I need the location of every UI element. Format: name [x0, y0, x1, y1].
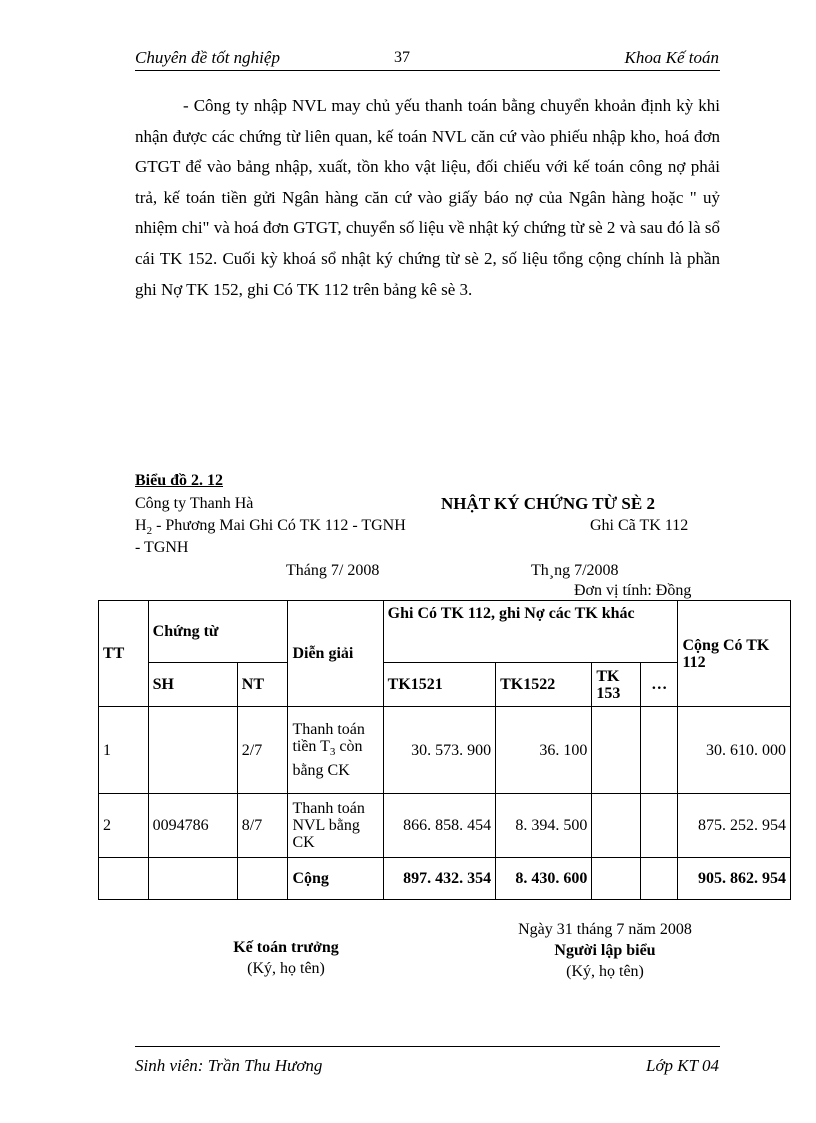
- total-tk1522: 8. 430. 600: [496, 858, 592, 900]
- row2-cong: 875. 252. 954: [678, 794, 791, 858]
- page-number: 37: [394, 49, 410, 66]
- total-tk153: [592, 858, 641, 900]
- tgnh-line: - TGNH: [135, 539, 189, 556]
- table-row: [99, 707, 791, 794]
- address-prefix: H: [135, 517, 147, 534]
- chief-accountant-note: (Ký, họ tên): [247, 960, 325, 977]
- total-sh: [148, 858, 237, 900]
- row1-dien-giai-a: Thanh toán tiền T: [292, 721, 365, 756]
- header-ghi-co: Ghi Có TK 112, ghi Nợ các TK khác: [383, 601, 678, 663]
- header-chung-tu: Chứng từ: [148, 601, 288, 663]
- row2-dien-giai: Thanh toán NVL bằng CK: [288, 794, 383, 858]
- preparer-note: (Ký, họ tên): [566, 963, 644, 980]
- header-sh: SH: [148, 663, 237, 707]
- footer-rule: [135, 1046, 720, 1047]
- header-rule: [135, 70, 720, 71]
- row2-tt: 2: [99, 794, 149, 858]
- unit-label: Đơn vị tính: Đồng: [574, 582, 692, 599]
- row1-dien-giai-b: còn bằng CK: [292, 738, 363, 779]
- row2-nt: 8/7: [237, 794, 288, 858]
- header-dien-giai: Diễn giải: [288, 601, 383, 707]
- month-right: Th¸ng 7/2008: [531, 562, 619, 579]
- header-right: Khoa Kế toán: [624, 48, 719, 67]
- address-line: [135, 517, 406, 540]
- row1-tk1521: 30. 573. 900: [383, 707, 495, 794]
- row2-sh: 0094786: [148, 794, 237, 858]
- journal-table: [98, 600, 791, 900]
- table-row: [99, 794, 791, 858]
- footer-left: Sinh viên: Trần Thu Hương: [135, 1056, 323, 1075]
- total-more: [640, 858, 678, 900]
- row1-tk153: [592, 707, 641, 794]
- table-header-row: [99, 601, 791, 663]
- row2-tk153: [592, 794, 641, 858]
- company-name: Công ty Thanh Hà: [135, 495, 254, 512]
- body-paragraph-text: - Công ty nhập NVL may chủ yếu thanh toán bằng chuyển khoản định kỳ khi nhận được các chứng từ liên quan, kế toán NVL căn cứ vào phiếu nhập kho, hoá đơn GTGT để vào bảng nhập, xuất, tồn kho vật liệu, đối chiếu với kế toán công nợ phải trả, kế toán tiền gửi Ngân hàng căn cứ vào giấy báo nợ của Ngân hàng hoặc " uỷ nhiệm chi" và hoá đơn GTGT, chuyển số liệu về nhật ký chứng từ sè 2 và sau đó là sổ cái TK 152. Cuối kỳ khoá sổ nhật ký chứng từ sè 2, số liệu tổng cộng chính là phần ghi Nợ TK 152, ghi Có TK 112 trên bảng kê sè 3.: [135, 96, 720, 299]
- form-label: Biểu đồ 2. 12: [135, 472, 224, 489]
- row1-tk1522: 36. 100: [496, 707, 592, 794]
- header-tt: TT: [99, 601, 149, 707]
- body-paragraph: [135, 91, 720, 305]
- row2-more: [640, 794, 678, 858]
- total-tt: [99, 858, 149, 900]
- row2-tk1522: 8. 394. 500: [496, 794, 592, 858]
- month-left: Tháng 7/ 2008: [286, 562, 380, 579]
- journal-title: NHẬT KÝ CHỨNG TỪ SÈ 2: [441, 494, 655, 513]
- row1-cong: 30. 610. 000: [678, 707, 791, 794]
- row1-more: [640, 707, 678, 794]
- header-cong-co: Cộng Có TK 112: [678, 601, 791, 707]
- row1-dien-giai: [288, 707, 383, 794]
- header-tk1521: TK1521: [383, 663, 495, 707]
- total-tk1521: 897. 432. 354: [383, 858, 495, 900]
- row1-nt: 2/7: [237, 707, 288, 794]
- ghi-ca-right: Ghi Cã TK 112: [590, 517, 689, 534]
- header-nt: NT: [237, 663, 288, 707]
- header-more: …: [640, 663, 678, 707]
- chief-accountant-title: Kế toán trưởng: [233, 939, 339, 956]
- row1-sh: [148, 707, 237, 794]
- header-left: Chuyên đề tốt nghiệp: [135, 48, 280, 67]
- signature-date: Ngày 31 tháng 7 năm 2008: [518, 921, 692, 938]
- row1-tt: 1: [99, 707, 149, 794]
- preparer-title: Người lập biểu: [554, 942, 656, 959]
- footer-right: Lớp KT 04: [645, 1056, 719, 1075]
- row1-dien-giai-sub: 3: [329, 746, 336, 759]
- address-subscript: 2: [146, 525, 153, 538]
- header-tk153: TK 153: [592, 663, 641, 707]
- address-rest: - Phương Mai Ghi Có TK 112 - TGNH: [152, 517, 406, 534]
- header-tk1522: TK1522: [496, 663, 592, 707]
- total-label: Cộng: [288, 858, 383, 900]
- total-nt: [237, 858, 288, 900]
- total-cong: 905. 862. 954: [678, 858, 791, 900]
- row2-tk1521: 866. 858. 454: [383, 794, 495, 858]
- table-total-row: [99, 858, 791, 900]
